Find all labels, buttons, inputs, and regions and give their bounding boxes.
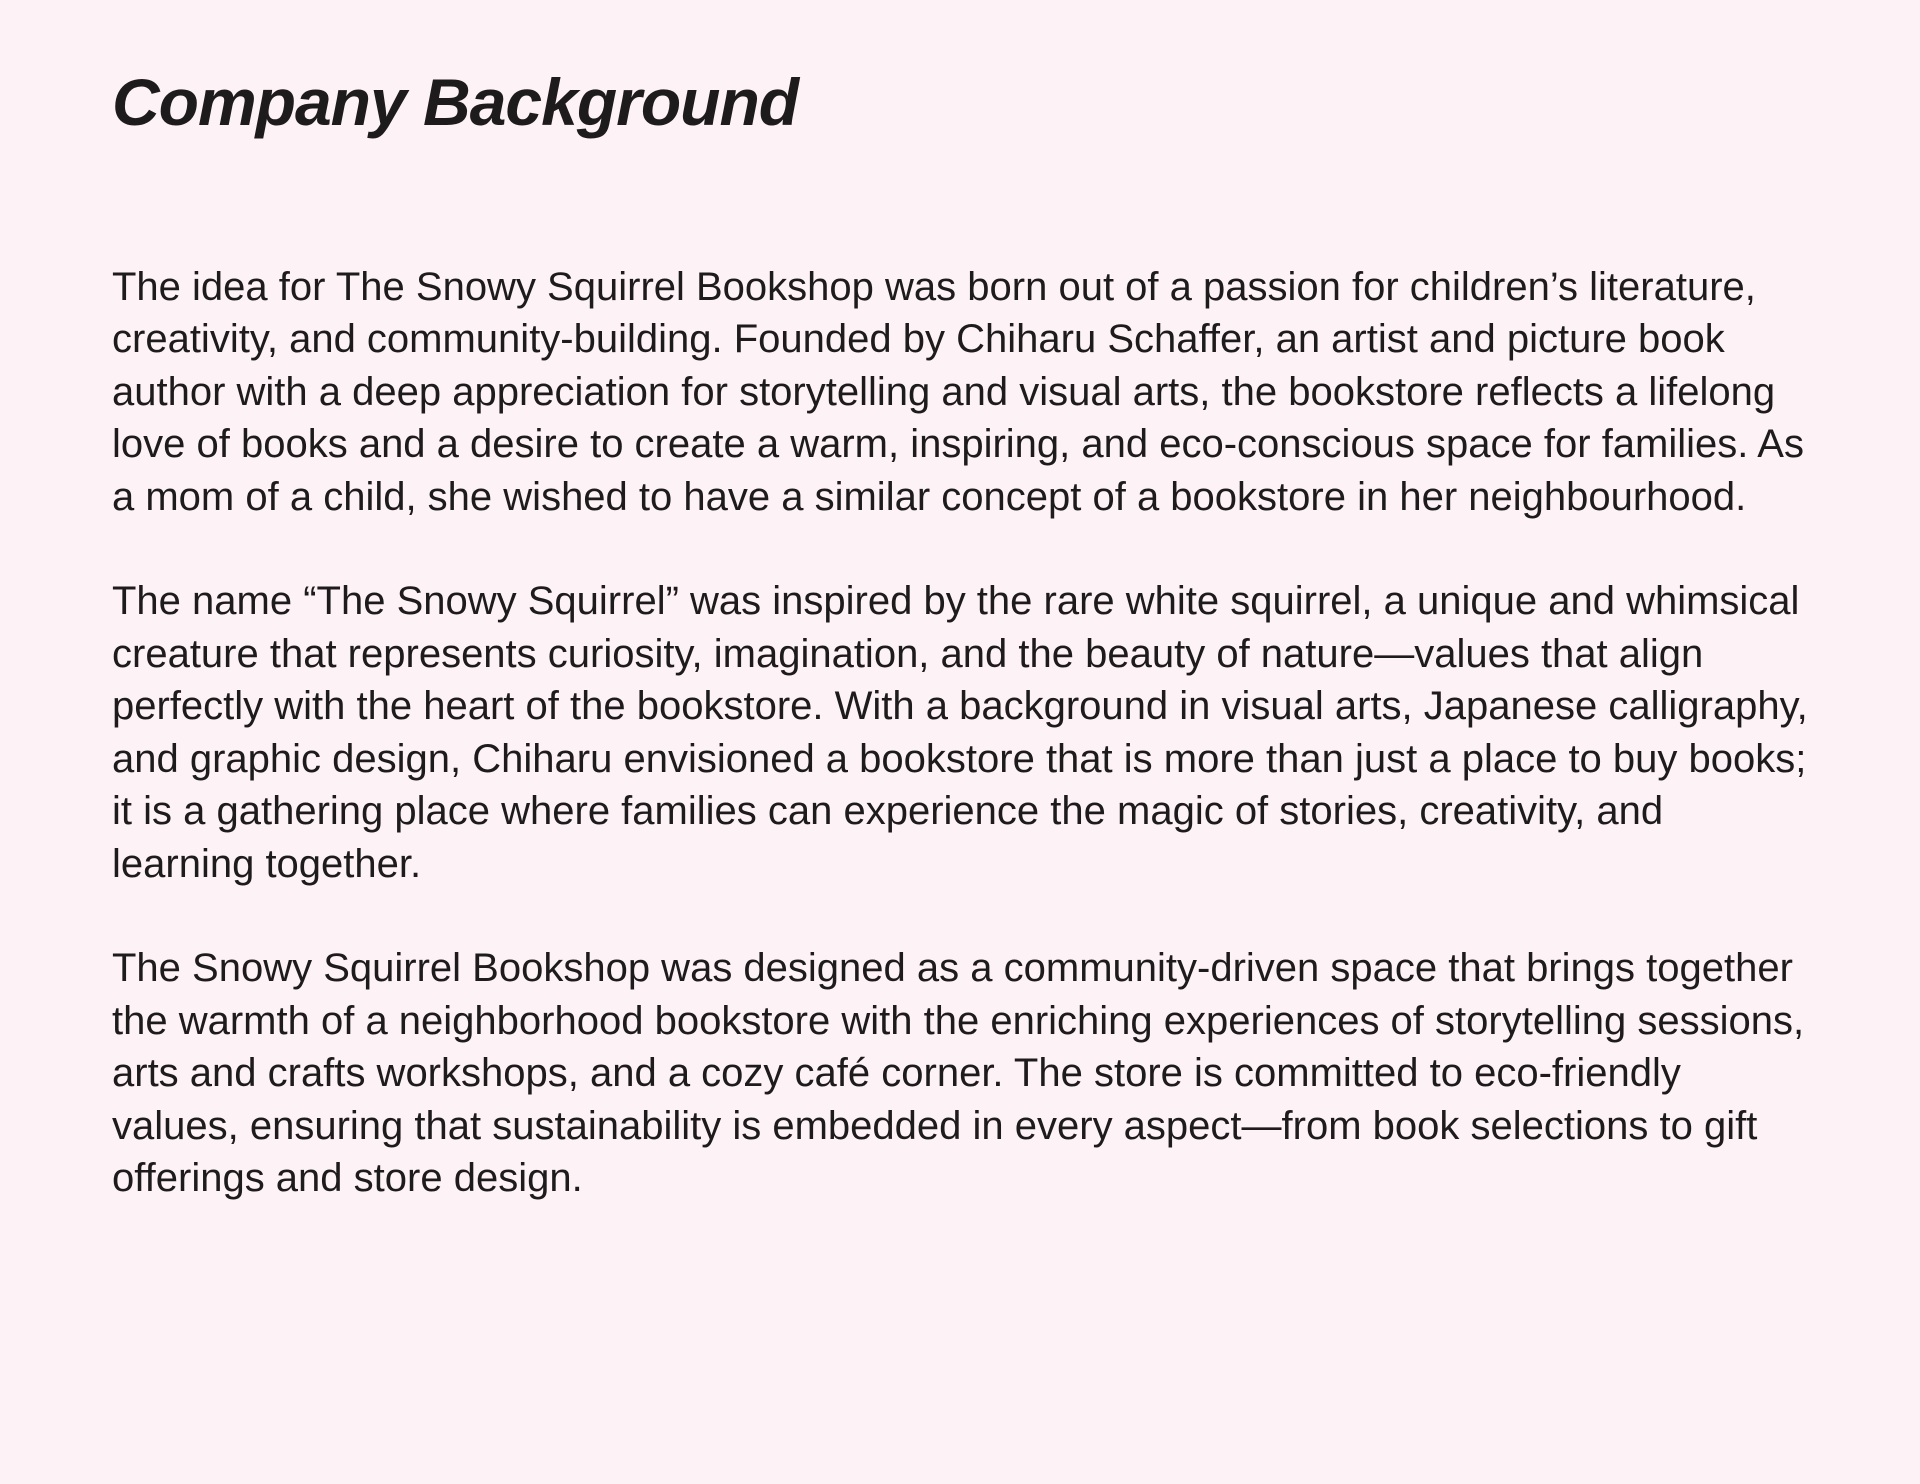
paragraph-origin: The idea for The Snowy Squirrel Bookshop was born out of a passion for children’s literature, creativity, and community-building. Founded by Chiharu Schaffer, an artist and picture book author with a deep appreciation for storytelling and visual arts, the bookstore reflects a lifelong love of books and a desire to create a warm, inspiring, and eco-conscious space for families. As a mom of a child, she wished to have a similar concept of a bookstore in her neighbourhood. (112, 264, 1804, 519)
body-text (112, 261, 1812, 1205)
paragraph-name-inspiration: The name “The Snowy Squirrel” was inspired by the rare white squirrel, a unique and whimsical creature that represents curiosity, imagination, and the beauty of nature—values that align perfectly with the heart of the bookstore. With a background in visual arts, Japanese calligraphy, and graphic design, Chiharu envisioned a bookstore that is more than just a place to buy books; it is a gathering place where families can experience the magic of stories, creativity, and learning together. (112, 579, 1808, 886)
paragraph-community-space: The Snowy Squirrel Bookshop was designed as a community-driven space that brings together the warmth of a neighborhood bookstore with the enriching experiences of storytelling sessions, arts and crafts workshops, and a cozy café corner. The store is committed to eco-friendly values, ensuring that sustainability is embedded in every aspect—from book selections to gift offerings and store design. (112, 946, 1805, 1201)
page-title: Company Background (112, 65, 799, 139)
